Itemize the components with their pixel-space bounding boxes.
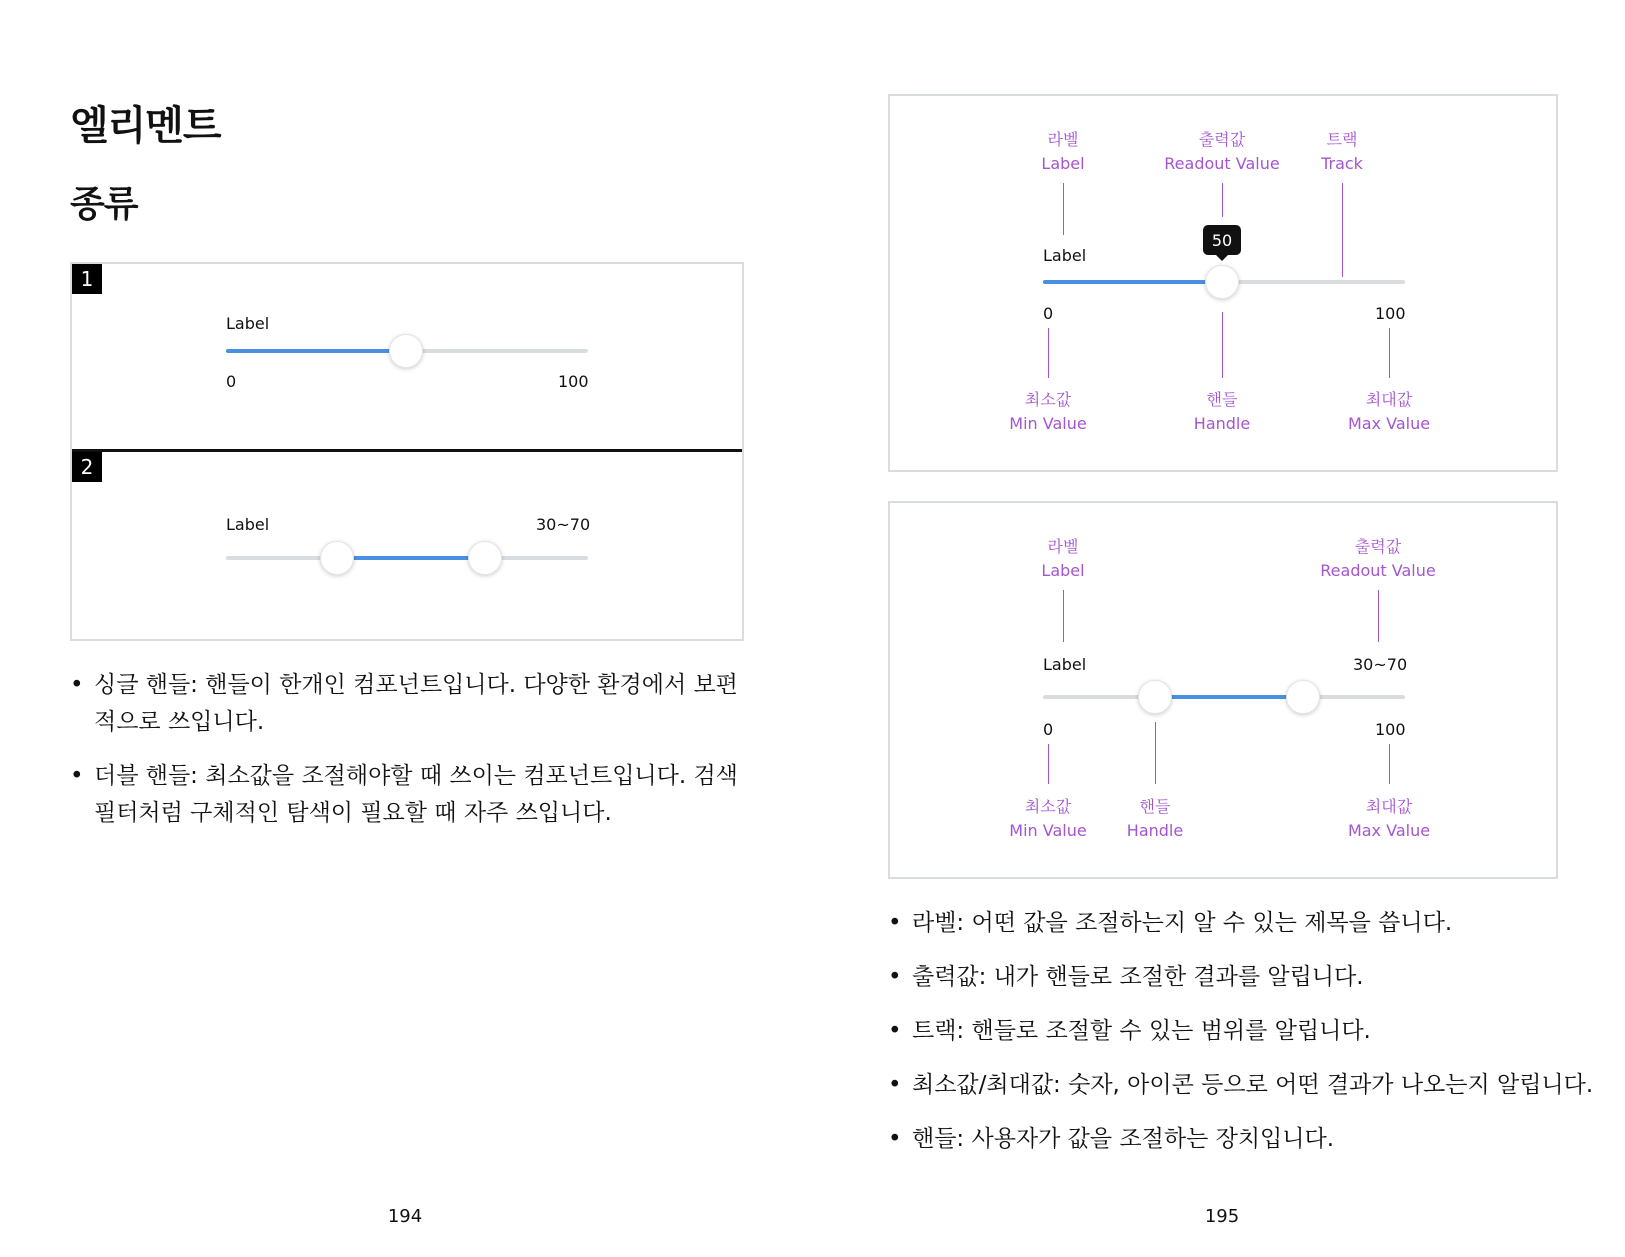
range-slider-track-fill <box>1155 695 1303 699</box>
annotation-line <box>1389 744 1390 784</box>
range-slider-max-handle[interactable] <box>468 541 502 575</box>
types-bullet-list <box>70 667 750 832</box>
annotation-line <box>1222 183 1223 217</box>
list-item: • 트랙: 핸들로 조절할 수 있는 범위를 알립니다. <box>888 1013 1608 1050</box>
range-slider-max-handle[interactable] <box>1286 680 1320 714</box>
slider-min-value: 0 <box>226 372 237 391</box>
anatomy-diagram-double <box>888 501 1558 879</box>
slider-max-value: 100 <box>558 372 589 391</box>
page-number: 194 <box>387 1206 423 1227</box>
annotation-max: 최대값 Max Value <box>1347 797 1431 840</box>
annotation-line <box>1389 328 1390 378</box>
range-slider-min-handle[interactable] <box>320 541 354 575</box>
list-item: • 핸들: 사용자가 값을 조절하는 장치입니다. <box>888 1121 1608 1158</box>
slider-label: Label <box>1043 246 1087 265</box>
annotation-label: 라벨 Label <box>1041 537 1085 580</box>
annotation-readout: 출력값 Readout Value <box>1164 130 1280 173</box>
example-badge-2: 2 <box>72 452 102 482</box>
annotation-handle: 핸들 Handle <box>1126 797 1184 840</box>
annotation-line <box>1063 183 1064 235</box>
annotation-line <box>1342 183 1343 277</box>
list-item: • 라벨: 어떤 값을 조절하는지 알 수 있는 제목을 씁니다. <box>888 905 1608 942</box>
range-slider-max-value: 100 <box>1375 720 1406 739</box>
annotation-line <box>1048 744 1049 784</box>
annotation-line <box>1155 722 1156 784</box>
range-slider-track-fill <box>337 556 485 560</box>
annotation-handle: 핸들 Handle <box>1193 390 1251 433</box>
slider-handle[interactable] <box>1205 265 1239 299</box>
tooltip-tail <box>1216 255 1228 261</box>
example-badge-1: 1 <box>72 264 102 294</box>
slider-track-fill <box>1043 280 1222 284</box>
range-slider-label: Label <box>1043 655 1087 674</box>
annotation-line <box>1222 312 1223 378</box>
readout-tooltip: 50 <box>1203 225 1241 255</box>
section-divider <box>72 449 742 452</box>
annotation-line <box>1063 590 1064 642</box>
section-title: 종류 <box>70 184 138 225</box>
range-slider-min-value: 0 <box>1043 720 1054 739</box>
slider-min-value: 0 <box>1043 304 1054 323</box>
annotation-min: 최소값 Min Value <box>1009 797 1087 840</box>
page-title: 엘리멘트 <box>70 103 221 149</box>
list-item: • 싱글 핸들: 핸들이 한개인 컴포넌트입니다. 다양한 환경에서 보편적으로 쓰입니다. <box>70 667 750 741</box>
range-slider-min-handle[interactable] <box>1138 680 1172 714</box>
annotation-label: 라벨 Label <box>1041 130 1085 173</box>
annotation-max: 최대값 Max Value <box>1347 390 1431 433</box>
list-item: • 출력값: 내가 핸들로 조절한 결과를 알립니다. <box>888 959 1608 996</box>
range-slider-label: Label <box>226 515 270 534</box>
annotation-line <box>1048 328 1049 378</box>
slider-label: Label <box>226 314 270 333</box>
annotation-readout: 출력값 Readout Value <box>1320 537 1436 580</box>
annotation-line <box>1378 590 1379 642</box>
annotation-min: 최소값 Min Value <box>1009 390 1087 433</box>
slider-handle[interactable] <box>389 334 423 368</box>
list-item: • 최소값/최대값: 숫자, 아이콘 등으로 어떤 결과가 나오는지 알립니다. <box>888 1067 1608 1104</box>
page-number: 195 <box>1204 1206 1240 1227</box>
list-item: • 더블 핸들: 최소값을 조절해야할 때 쓰이는 컴포넌트입니다. 검색 필터처럼 구체적인 탐색이 필요할 때 자주 쓰입니다. <box>70 758 750 832</box>
slider-track-fill <box>226 349 407 353</box>
slider-max-value: 100 <box>1375 304 1406 323</box>
annotation-track: 트랙 Track <box>1321 130 1363 173</box>
elements-bullet-list <box>888 905 1608 1158</box>
range-slider-readout: 30~70 <box>1353 655 1408 674</box>
range-slider-readout: 30~70 <box>536 515 591 534</box>
